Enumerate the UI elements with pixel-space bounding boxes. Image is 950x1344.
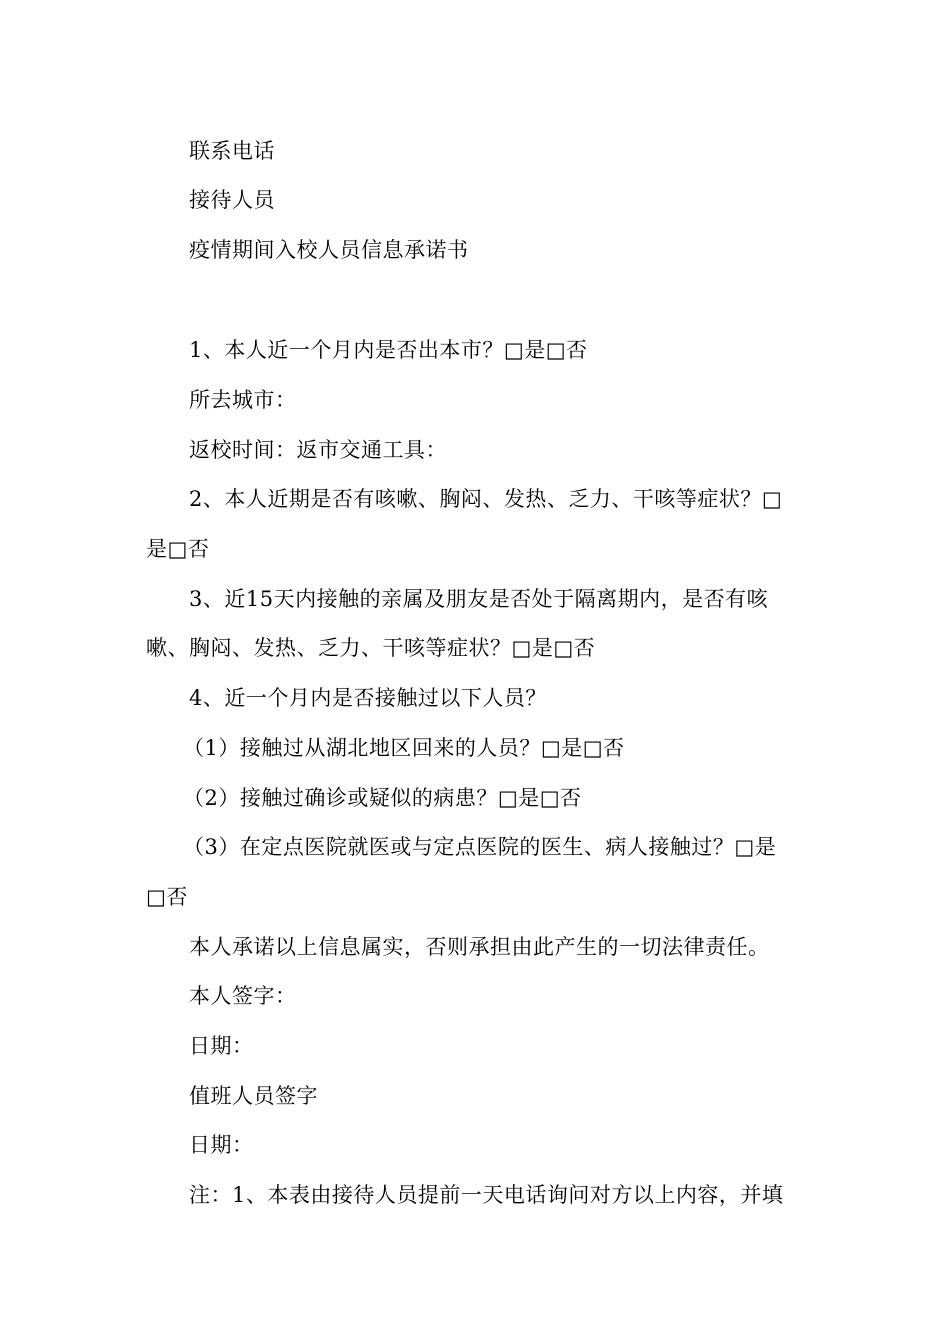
question-4-item-3: （3）在定点医院就医或与定点医院的医生、病人接触过？□是 [183, 835, 777, 859]
question-4-item-2: （2）接触过确诊或疑似的病患？□是□否 [183, 786, 582, 810]
contact-phone-label: 联系电话 [189, 139, 275, 163]
question-2: 2、本人近期是否有咳嗽、胸闷、发热、乏力、干咳等症状？□ [189, 487, 783, 511]
signature-label: 本人签字： [189, 984, 297, 1008]
question-3: 3、近15天内接触的亲属及朋友是否处于隔离期内，是否有咳 [189, 587, 769, 611]
receptionist-label: 接待人员 [189, 188, 275, 212]
document-title: 疫情期间入校人员信息承诺书 [189, 238, 469, 262]
note-line: 注：1、本表由接待人员提前一天电话询问对方以上内容，并填 [189, 1183, 784, 1207]
city-visited-label: 所去城市： [189, 388, 297, 412]
question-4-item-1: （1）接触过从湖北地区回来的人员？□是□否 [183, 736, 625, 760]
pledge-statement: 本人承诺以上信息属实，否则承担由此产生的一切法律责任。 [189, 935, 770, 959]
duty-signature-label: 值班人员签字 [189, 1084, 318, 1108]
question-1: 1、本人近一个月内是否出本市？□是□否 [189, 338, 588, 362]
question-4-item-3-continued: □否 [146, 885, 188, 909]
question-3-continued: 嗽、胸闷、发热、乏力、干咳等症状？□是□否 [146, 636, 596, 660]
question-4: 4、近一个月内是否接触过以下人员？ [189, 686, 547, 710]
return-info-label: 返校时间：返市交通工具： [189, 438, 447, 462]
date-label: 日期： [189, 1034, 254, 1058]
duty-date-label: 日期： [189, 1133, 254, 1157]
question-2-continued: 是□否 [146, 537, 210, 561]
